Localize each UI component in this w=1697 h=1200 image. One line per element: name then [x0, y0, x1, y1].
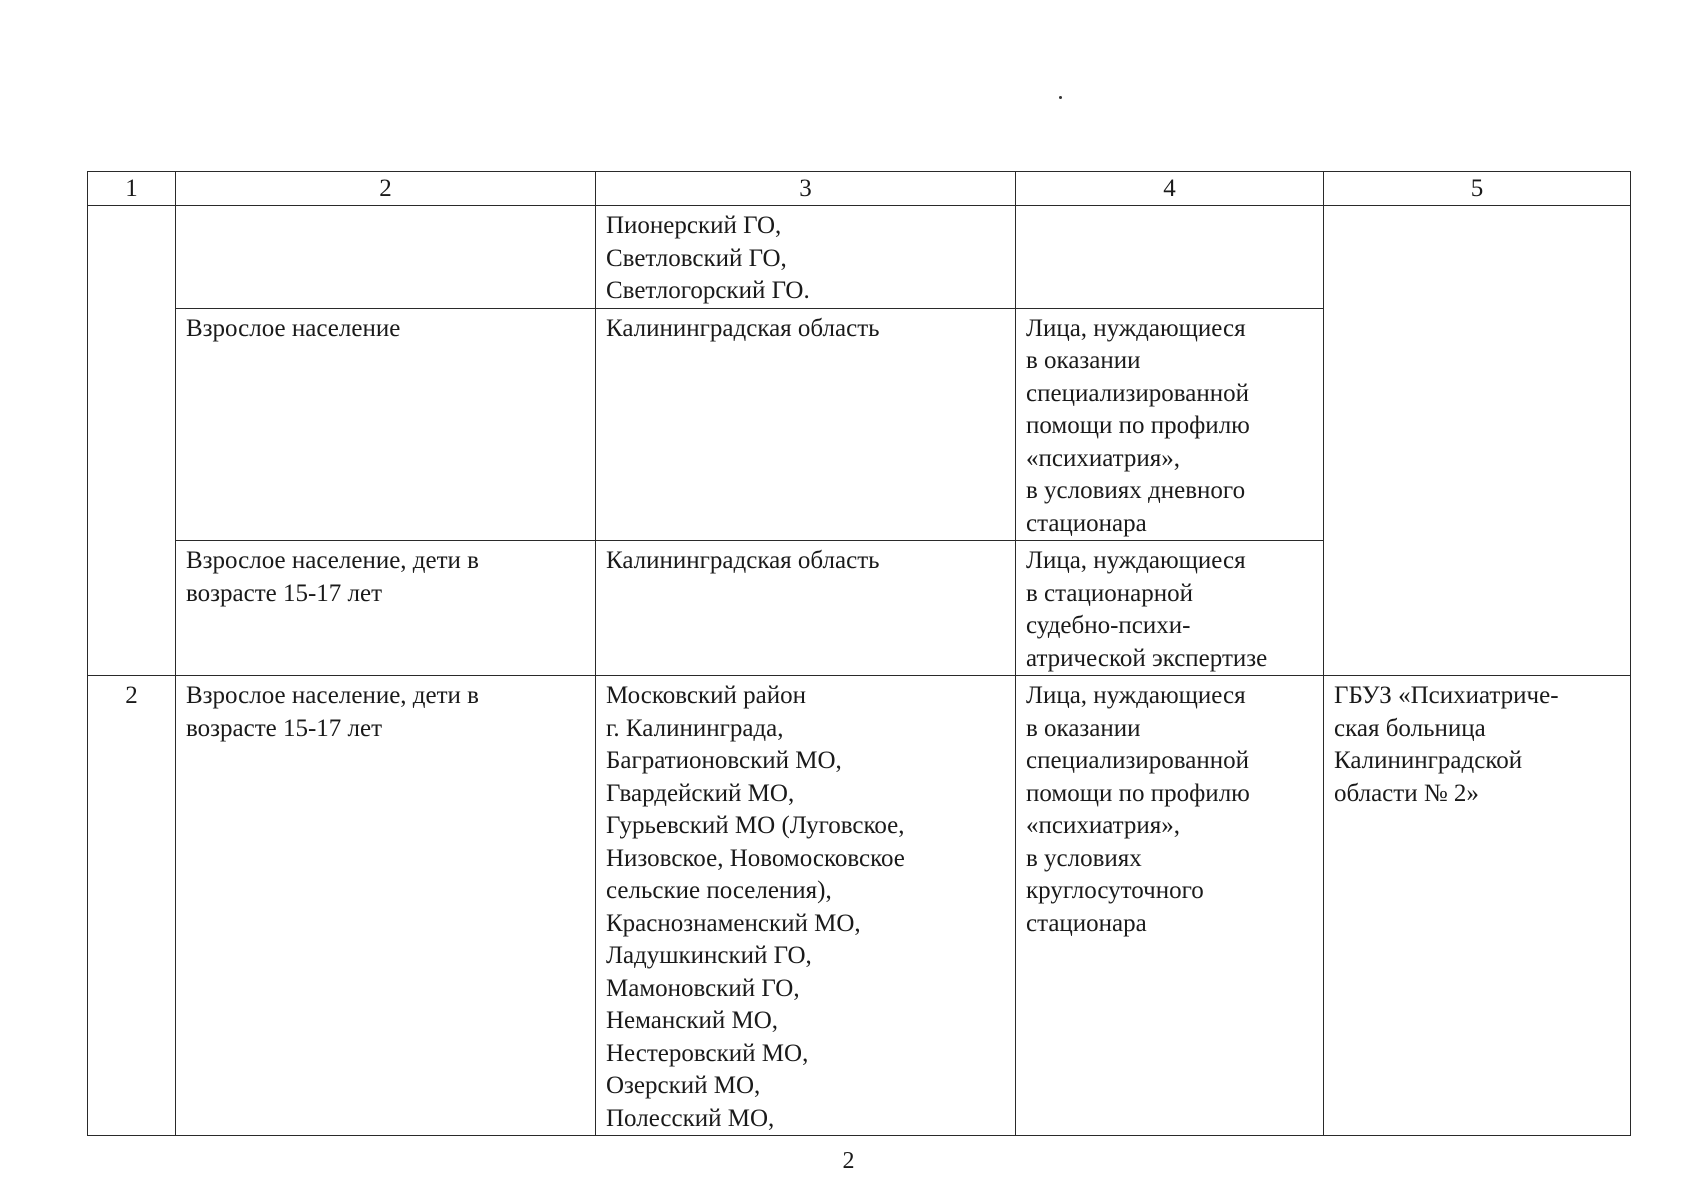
- cell-text-line: Полесский МО,: [606, 1104, 775, 1132]
- cell-text-line: Светловский ГО,: [606, 244, 787, 272]
- scan-artifact-dot: [1059, 96, 1062, 99]
- page-number: 2: [842, 1148, 855, 1174]
- care-type-cell: [1016, 308, 1324, 541]
- table-header-row: [88, 172, 1631, 206]
- cell-text-line: в условиях дневного: [1026, 477, 1246, 504]
- table-row: [88, 676, 1631, 1136]
- cell-text-line: в оказании: [1026, 714, 1141, 742]
- cell-text-line: Ладушкинский ГО,: [606, 942, 812, 969]
- cell-text-line: Лица, нуждающиеся: [1026, 547, 1246, 574]
- column-header-1: 1: [88, 172, 176, 206]
- population-cell: [176, 541, 596, 676]
- cell-text-line: г. Калининграда,: [606, 714, 784, 742]
- organization-cell: [1324, 676, 1631, 1136]
- cell-text-line: «психиатрия»,: [1026, 444, 1181, 472]
- cell-text-line: Лица, нуждающиеся: [1026, 682, 1246, 709]
- cell-text-line: области № 2»: [1334, 779, 1479, 807]
- column-header-2: 2: [176, 172, 596, 206]
- cell-text-line: помощи по профилю: [1026, 412, 1250, 439]
- care-type-cell: [1016, 206, 1324, 309]
- cell-text-line: возрасте 15-17 лет: [186, 579, 383, 607]
- table-row: [88, 206, 1631, 309]
- cell-text-line: в стационарной: [1026, 579, 1193, 607]
- row-number-cell: [88, 206, 176, 676]
- territory-cell: [596, 676, 1016, 1136]
- column-header-4: 4: [1016, 172, 1324, 206]
- cell-text-line: Гвардейский МО,: [606, 779, 795, 807]
- cell-text-line: Низовское, Новомосковское: [606, 844, 905, 872]
- cell-text-line: стационара: [1026, 509, 1147, 537]
- cell-text-line: Калининградская область: [606, 314, 880, 342]
- cell-text-line: Озерский МО,: [606, 1072, 761, 1099]
- cell-text-line: ГБУЗ «Психиатриче-: [1334, 682, 1559, 709]
- population-cell: [176, 206, 596, 309]
- cell-text-line: сельские поселения),: [606, 877, 832, 904]
- cell-text-line: Гурьевский МО (Луговское,: [606, 812, 905, 839]
- row-number-cell: 2: [88, 676, 176, 1136]
- cell-text-line: стационара: [1026, 909, 1147, 937]
- cell-text-line: в условиях: [1026, 844, 1142, 872]
- cell-text-line: Светлогорский ГО.: [606, 277, 810, 304]
- cell-text-line: Неманский МО,: [606, 1007, 779, 1034]
- cell-text-line: атрической экспертизе: [1026, 644, 1268, 672]
- cell-text-line: Нестеровский МО,: [606, 1039, 809, 1067]
- cell-text-line: помощи по профилю: [1026, 779, 1250, 807]
- population-cell: [176, 308, 596, 541]
- cell-text-line: Калининградской: [1334, 747, 1523, 774]
- care-type-cell: [1016, 541, 1324, 676]
- cell-text-line: «психиатрия»,: [1026, 812, 1181, 839]
- column-header-3: 3: [596, 172, 1016, 206]
- cell-text-line: Краснознаменский МО,: [606, 909, 861, 937]
- territory-cell: [596, 541, 1016, 676]
- cell-text-line: Московский район: [606, 682, 806, 709]
- cell-text-line: Багратионовский МО,: [606, 747, 842, 774]
- territory-cell: [596, 206, 1016, 309]
- cell-text-line: Взрослое население, дети в: [186, 682, 479, 709]
- cell-text-line: Лица, нуждающиеся: [1026, 314, 1246, 342]
- cell-text-line: Взрослое население: [186, 314, 401, 342]
- cell-text-line: судебно-психи-: [1026, 612, 1191, 639]
- cell-text-line: специализированной: [1026, 379, 1249, 407]
- cell-text-line: круглосуточного: [1026, 877, 1204, 904]
- document-table: [87, 171, 1631, 1136]
- territory-cell: [596, 308, 1016, 541]
- cell-text-line: Калининградская область: [606, 547, 880, 574]
- cell-text-line: ская больница: [1334, 714, 1486, 742]
- population-cell: [176, 676, 596, 1136]
- cell-text-line: Мамоновский ГО,: [606, 974, 800, 1002]
- cell-text-line: Пионерский ГО,: [606, 212, 782, 239]
- cell-text-line: Взрослое население, дети в: [186, 547, 479, 574]
- cell-text-line: возрасте 15-17 лет: [186, 714, 383, 742]
- cell-text-line: специализированной: [1026, 747, 1249, 774]
- organization-cell: [1324, 206, 1631, 676]
- care-type-cell: [1016, 676, 1324, 1136]
- cell-text-line: в оказании: [1026, 347, 1141, 374]
- column-header-5: 5: [1324, 172, 1631, 206]
